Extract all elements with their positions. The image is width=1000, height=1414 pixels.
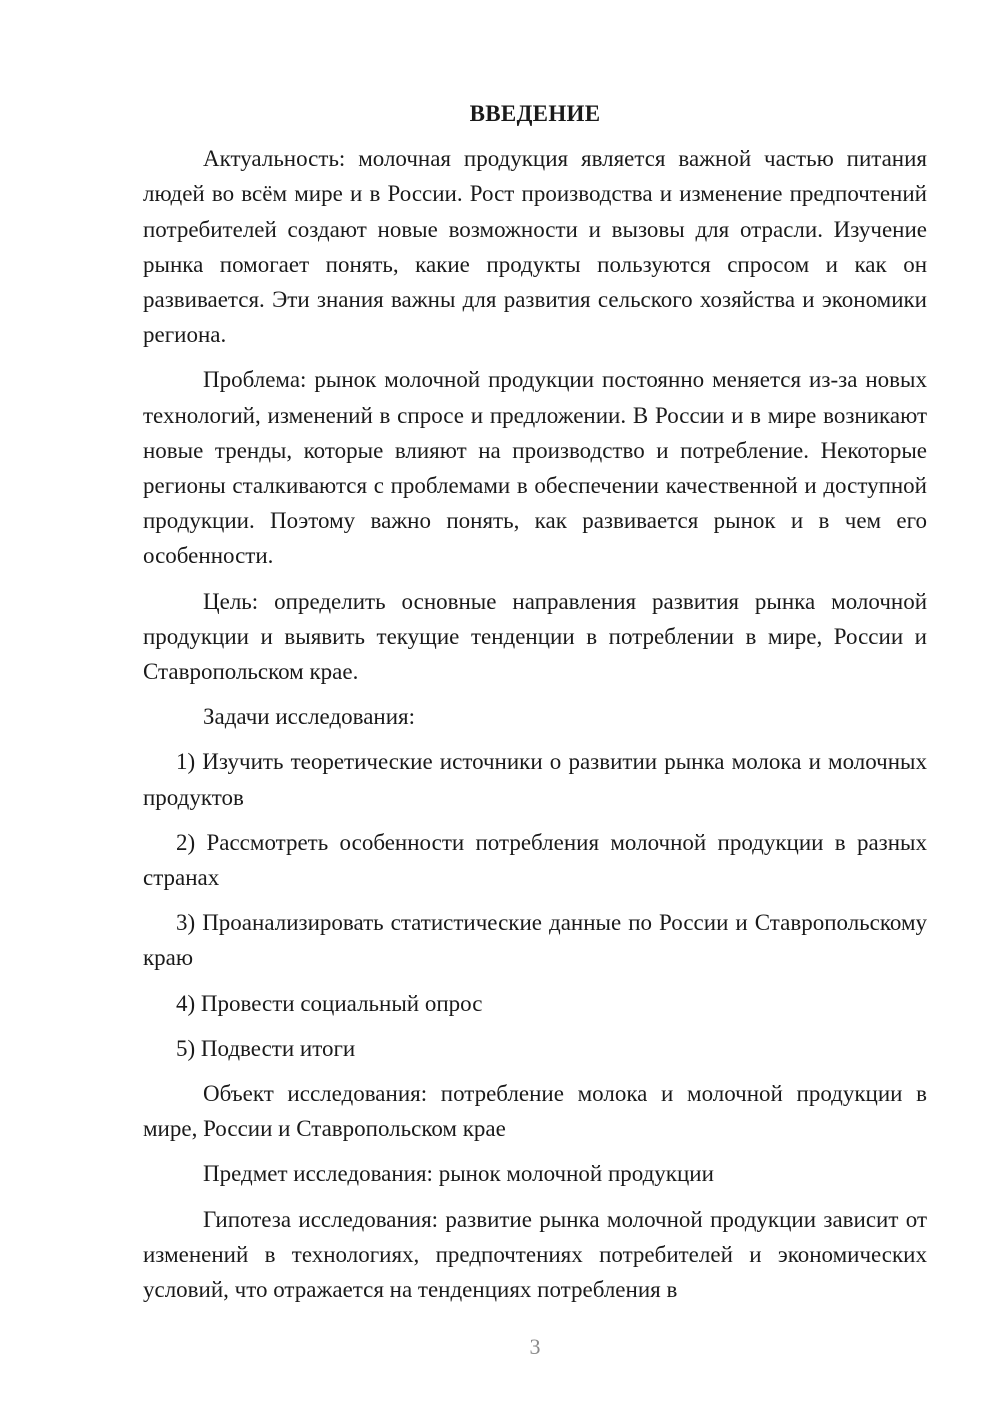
goal-paragraph: Цель: определить основные направления развития рынка молочной продукции и выявить текущие тенденции в потреблении в мире, России и Ставропольском крае. <box>143 588 927 685</box>
problem-paragraph: Проблема: рынок молочной продукции постоянно меняется из-за новых технологий, изменений в спросе и предложении. В России и в мире возникают новые тренды, которые влияют на производство и потребление. Некоторые регионы сталкиваются с проблемами в обеспечении качественной и доступной продукции. Поэтому важно понять, как развивается рынок и в чем его особенности. <box>143 367 927 569</box>
hypothesis-paragraph: Гипотеза исследования: развитие рынка молочной продукции зависит от изменений в технологиях, предпочтениях потребителей и экономических условий, что отражается на тенденциях потребления в <box>143 1206 927 1303</box>
task-item-5: 5) Подвести итоги <box>176 1035 356 1061</box>
page-number: 3 <box>529 1334 541 1359</box>
task-item-3: 3) Проанализировать статистические данные по России и Ставропольскому краю <box>143 910 927 971</box>
object-paragraph: Объект исследования: потребление молока и молочной продукции в мире, России и Ставропольском крае <box>143 1081 927 1142</box>
tasks-heading: Задачи исследования: <box>203 704 416 730</box>
subject-paragraph: Предмет исследования: рынок молочной продукции <box>203 1161 714 1187</box>
task-item-2: 2) Рассмотреть особенности потребления молочной продукции в разных странах <box>143 829 927 891</box>
relevance-paragraph: Актуальность: молочная продукция является важной частью питания людей во всём мире и в России. Рост производства и изменение предпочтений потребителей создают новые возможности и вызовы для отрасли. Изучение рынка помогает понять, какие продукты пользуются спросом и как он развивается. Эти знания важны для развития сельского хозяйства и экономики региона. <box>143 146 927 348</box>
section-title: ВВЕДЕНИЕ <box>469 101 601 126</box>
page-body <box>143 96 927 1317</box>
task-item-1: 1) Изучить теоретические источники о развитии рынка молока и молочных продуктов <box>143 749 927 810</box>
task-item-4: 4) Провести социальный опрос <box>176 990 483 1016</box>
